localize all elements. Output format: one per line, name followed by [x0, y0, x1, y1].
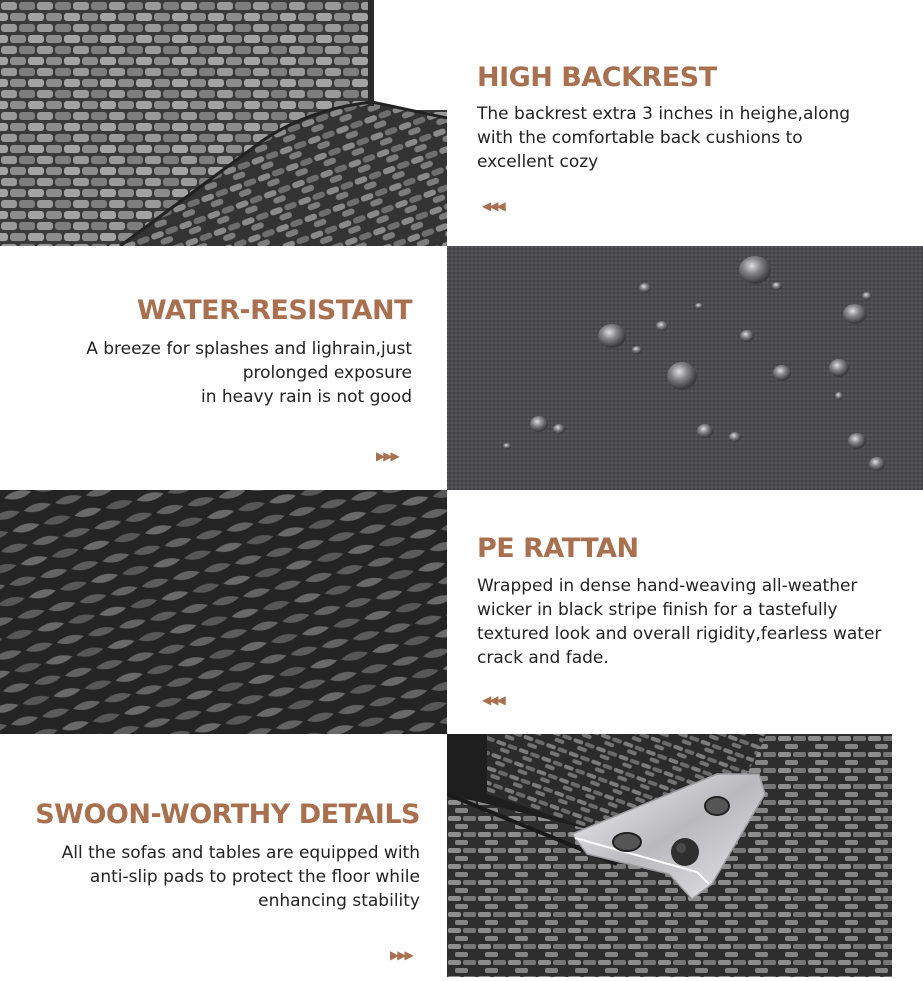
- description-line: enhancing stability: [258, 891, 420, 911]
- section-pe-rattan: [477, 533, 917, 670]
- description-line: A breeze for splashes and lighrain,just: [86, 339, 412, 359]
- description-line: excellent cozy: [477, 152, 599, 172]
- description-line: crack and fade.: [477, 648, 609, 668]
- description-line: with the comfortable back cushions to: [477, 128, 803, 148]
- description-line: All the sofas and tables are equipped with: [61, 843, 420, 863]
- left-arrows-icon: ◀◀◀: [482, 199, 504, 213]
- section-swoon-worthy-details: [8, 799, 420, 913]
- section-high-backrest: [477, 62, 907, 174]
- section-description: [477, 102, 907, 174]
- wicker-backrest-photo: [0, 0, 447, 246]
- section-title: WATER-RESISTANT: [136, 295, 412, 326]
- description-line: in heavy rain is not good: [201, 387, 412, 407]
- pe-rattan-weave-photo: [0, 490, 447, 734]
- description-line: Wrapped in dense hand-weaving all-weather: [477, 576, 858, 596]
- section-description: [10, 337, 412, 409]
- right-arrows-icon: ▶▶▶: [376, 449, 398, 463]
- left-arrows-icon: ◀◀◀: [482, 693, 504, 707]
- section-title: SWOON-WORTHY DETAILS: [35, 799, 420, 830]
- section-description: [477, 574, 917, 670]
- description-line: wicker in black stripe finish for a tastefully: [477, 600, 838, 620]
- description-line: textured look and overall rigidity,fearless water: [477, 624, 882, 644]
- description-line: The backrest extra 3 inches in heighe,along: [477, 104, 851, 124]
- section-title: PE RATTAN: [477, 533, 639, 564]
- section-title: HIGH BACKREST: [477, 62, 717, 93]
- description-line: prolonged exposure: [242, 363, 412, 383]
- section-description: [8, 841, 420, 913]
- section-water-resistant: [10, 295, 412, 409]
- water-drops-fabric-photo: [447, 246, 923, 490]
- metal-corner-bracket-photo: [447, 734, 892, 977]
- description-line: anti-slip pads to protect the floor while: [89, 867, 420, 887]
- right-arrows-icon: ▶▶▶: [390, 948, 412, 962]
